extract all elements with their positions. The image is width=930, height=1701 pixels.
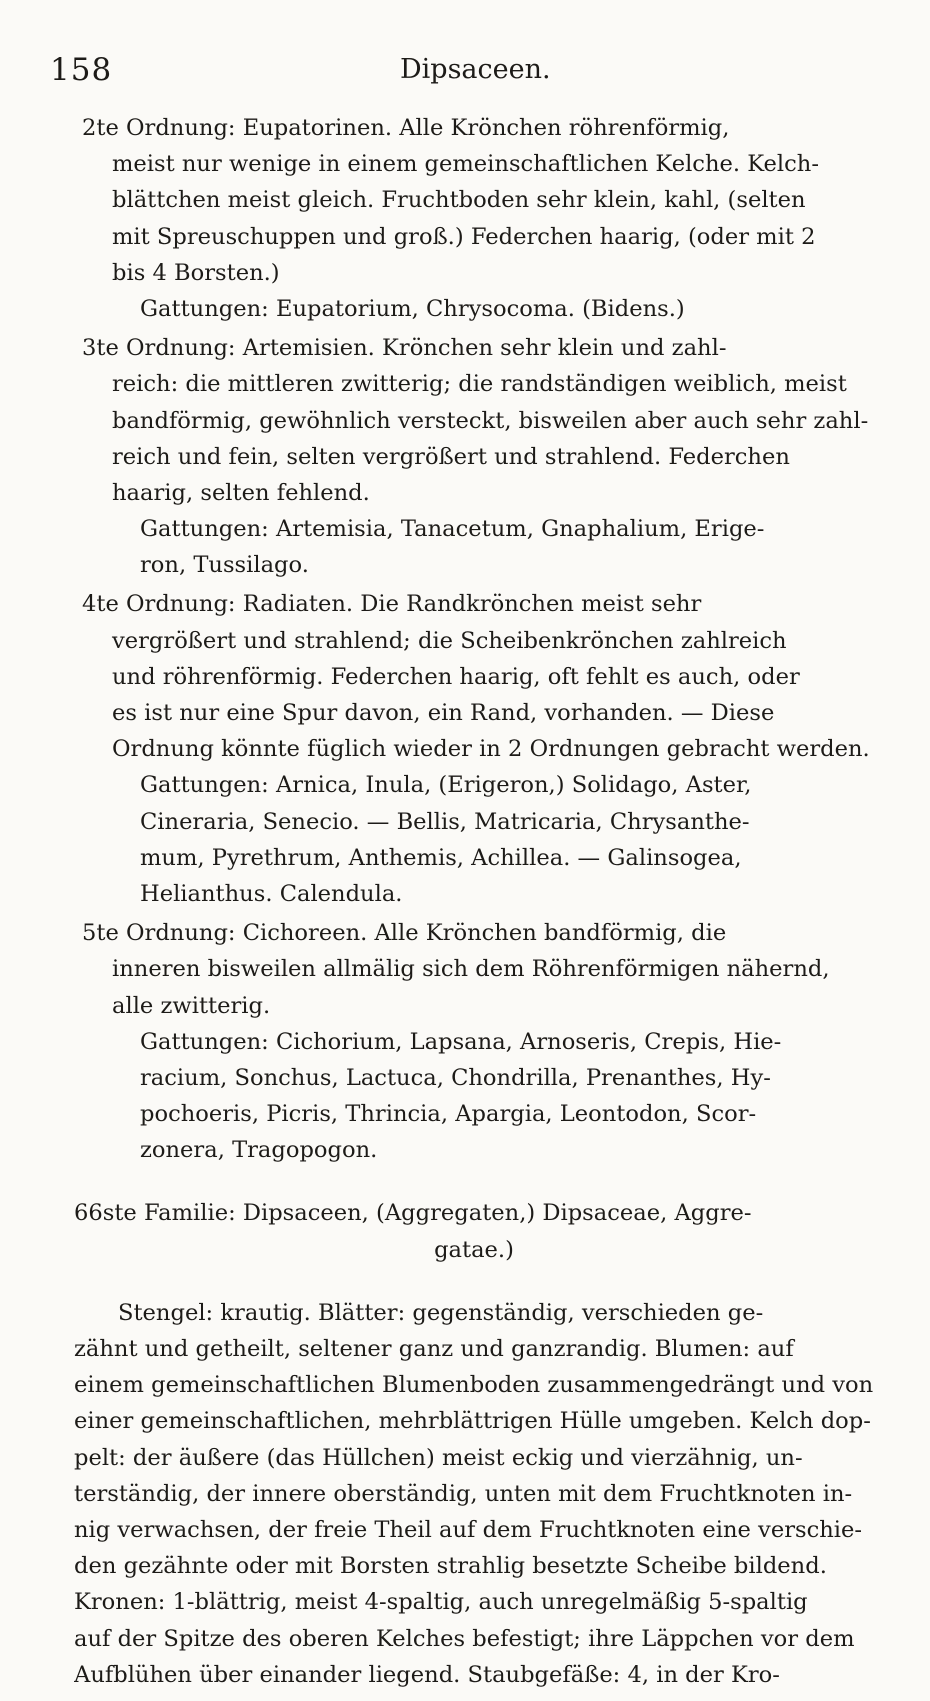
running-head: Dipsaceen. [400,54,551,85]
body-line: Aufblühen über einander liegend. Staubgefäße: 4, in der Kro- [74,1661,780,1688]
order-5-section [74,915,874,1168]
order-4-gattungen-line: Gattungen: Arnica, Inula, (Erigeron,) Solidago, Aster, [140,772,752,799]
order-4-text-line: Ordnung könnte füglich wieder in 2 Ordnungen gebracht werden. [112,736,870,763]
body-line: einem gemeinschaftlichen Blumenboden zusammengedrängt und von [74,1372,874,1399]
body-line: pelt: der äußere (das Hüllchen) meist eckig und vierzähnig, un- [74,1444,803,1471]
order-5-gattungen-line: Gattungen: Cichorium, Lapsana, Arnoseris, Crepis, Hie- [140,1028,782,1055]
family-description [74,1295,874,1693]
family-heading-line: gatae.) [434,1236,514,1263]
body-line: nig verwachsen, der freie Theil auf dem Fruchtknoten eine verschie- [74,1516,863,1543]
order-3-text-line: bandförmig, gewöhnlich versteckt, bisweilen aber auch sehr zahl- [112,407,869,434]
order-5-gattungen-line: pochoeris, Picris, Thrincia, Apargia, Leontodon, Scor- [140,1101,757,1128]
order-5-text-line: alle zwitterig. [112,992,271,1019]
order-3-gattungen-line: Gattungen: Artemisia, Tanacetum, Gnaphalium, Erige- [140,516,765,543]
order-4-gattungen-line: Helianthus. Calendula. [140,880,403,907]
family-heading [74,1195,874,1267]
order-3-text-line: reich und fein, selten vergrößert und strahlend. Federchen [112,443,790,470]
body-line: den gezähnte oder mit Borsten strahlig besetzte Scheibe bildend. [74,1553,827,1580]
page-header [0,52,930,92]
order-4-text-line: und röhrenförmig. Federchen haarig, oft fehlt es auch, oder [112,663,800,690]
order-4-text-line: vergrößert und strahlend; die Scheibenkrönchen zahlreich [112,627,787,654]
order-5-heading-line: 5te Ordnung: Cichoreen. Alle Krönchen bandförmig, die [82,920,727,947]
order-2-heading-line: 2te Ordnung: Eupatorinen. Alle Krönchen röhrenförmig, [82,115,730,141]
order-2-gattungen-line: Gattungen: Eupatorium, Chrysocoma. (Bidens.) [140,295,685,322]
family-heading-line: 66ste Familie: Dipsaceen, (Aggregaten,) Dipsaceae, Aggre- [74,1200,752,1227]
order-3-heading-line: 3te Ordnung: Artemisien. Krönchen sehr klein und zahl- [82,335,727,362]
order-3-section [74,330,874,583]
order-2-text-line: mit Spreuschuppen und groß.) Federchen haarig, (oder mit 2 [112,223,816,250]
body-line: einer gemeinschaftlichen, mehrblättrigen Hülle umgeben. Kelch dop- [74,1408,871,1435]
section-gap [74,1271,874,1295]
order-5-text-line: inneren bisweilen allmälig sich dem Röhrenförmigen nähernd, [112,956,830,983]
order-4-section [74,586,874,912]
body-line: Stengel: krautig. Blätter: gegenständig, verschieden ge- [118,1299,764,1326]
order-3-gattungen-line: ron, Tussilago. [140,552,309,579]
order-2-text-line: bis 4 Borsten.) [112,259,280,286]
order-2-text-line: meist nur wenige in einem gemeinschaftlichen Kelche. Kelch- [112,151,819,178]
order-2-section [74,110,874,327]
order-3-text-line: reich: die mittleren zwitterig; die randständigen weiblich, meist [112,371,847,398]
order-4-gattungen-line: Cineraria, Senecio. — Bellis, Matricaria, Chrysanthe- [140,808,750,835]
body-line: Kronen: 1-blättrig, meist 4-spaltig, auch unregelmäßig 5-spaltig [74,1589,808,1616]
order-4-gattungen-line: mum, Pyrethrum, Anthemis, Achillea. — Galinsogea, [140,844,742,871]
order-5-gattungen-line: racium, Sonchus, Lactuca, Chondrilla, Prenanthes, Hy- [140,1064,771,1091]
body-line: zähnt und getheilt, seltener ganz und ganzrandig. Blumen: auf [74,1336,794,1362]
order-3-text-line: haarig, selten fehlend. [112,479,370,506]
page-number: 158 [50,52,113,88]
order-4-text-line: es ist nur eine Spur davon, ein Rand, vorhanden. — Diese [112,700,775,726]
order-4-heading-line: 4te Ordnung: Radiaten. Die Randkrönchen meist sehr [82,591,702,618]
page-content [74,110,874,1693]
section-gap [74,1171,874,1195]
order-2-text-line: blättchen meist gleich. Fruchtboden sehr klein, kahl, (selten [112,187,806,214]
body-line: terständig, der innere oberständig, unten mit dem Fruchtknoten in- [74,1480,853,1507]
body-line: auf der Spitze des oberen Kelches befestigt; ihre Läppchen vor dem [74,1625,855,1652]
order-5-gattungen-line: zonera, Tragopogon. [140,1137,378,1164]
